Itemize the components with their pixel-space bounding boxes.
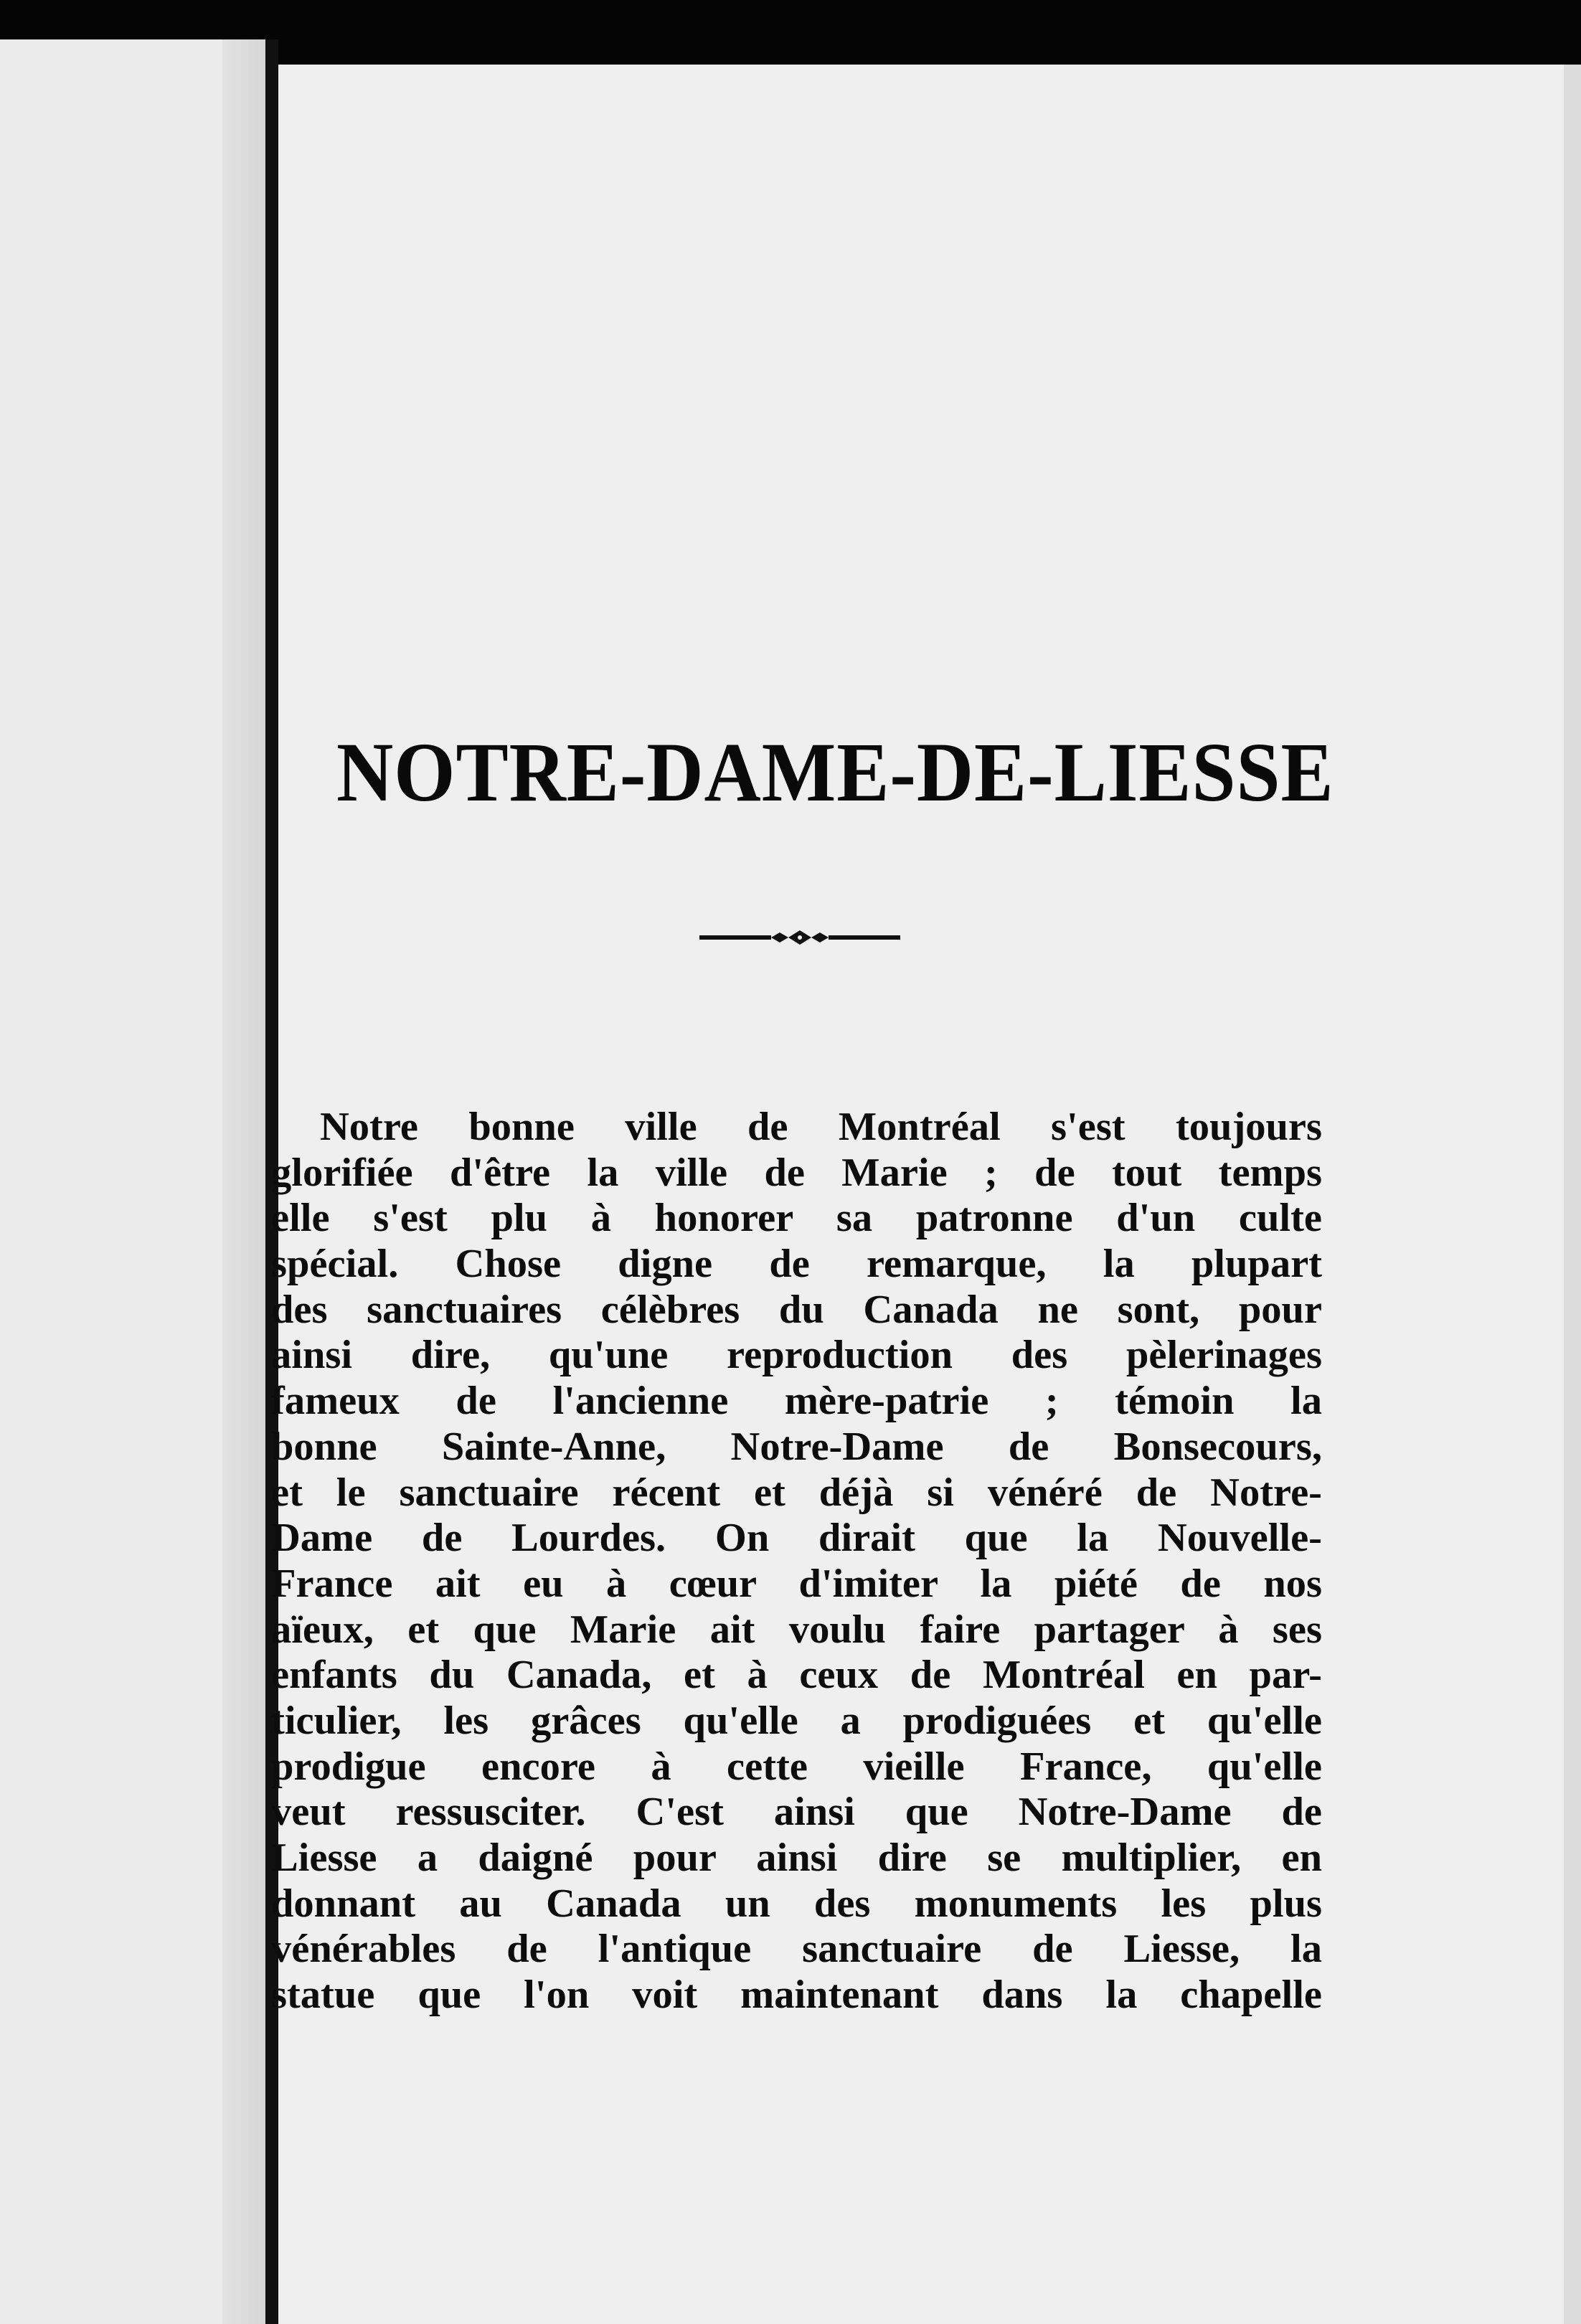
paragraph-line: ainsi dire, qu'une reproduction des pèlerinages xyxy=(271,1333,1322,1378)
paragraph-line: donnant au Canada un des monuments les plus xyxy=(271,1881,1322,1926)
paragraph-line: des sanctuaires célèbres du Canada ne sont, pour xyxy=(271,1287,1322,1332)
paragraph-line: prodigue encore à cette vieille France, qu'elle xyxy=(271,1744,1322,1789)
paragraph-line: glorifiée d'être la ville de Marie ; de tout temps xyxy=(271,1150,1322,1195)
right-page-edge xyxy=(1564,65,1581,2324)
paragraph-line: elle s'est plu à honorer sa patronne d'un culte xyxy=(271,1196,1322,1241)
paragraph-line: spécial. Chose digne de remarque, la plupart xyxy=(271,1242,1322,1287)
paragraph-line: ticulier, les grâces qu'elle a prodiguées et qu'elle xyxy=(271,1698,1322,1743)
paragraph-line: bonne Sainte-Anne, Notre-Dame de Bonsecours, xyxy=(271,1424,1322,1469)
paragraph-line: Dame de Lourdes. On dirait que la Nouvelle- xyxy=(271,1516,1322,1561)
paragraph-line: France ait eu à cœur d'imiter la piété de nos xyxy=(271,1561,1322,1606)
ornamental-rule-icon xyxy=(699,929,900,946)
paragraph-line: vénérables de l'antique sanctuaire de Liesse, la xyxy=(271,1927,1322,1972)
paragraph-line: enfants du Canada, et à ceux de Montréal en par- xyxy=(271,1653,1322,1698)
left-page-shadow xyxy=(222,39,265,2324)
paragraph-line: fameux de l'ancienne mère-patrie ; témoin la xyxy=(271,1379,1322,1424)
paragraph-line: veut ressusciter. C'est ainsi que Notre-Dame de xyxy=(271,1790,1322,1835)
paragraph-line: Notre bonne ville de Montréal s'est toujours xyxy=(320,1105,1322,1149)
paragraph-line: et le sanctuaire récent et déjà si vénéré de Notre- xyxy=(271,1470,1322,1515)
paragraph-line: aïeux, et que Marie ait voulu faire partager à ses xyxy=(271,1607,1322,1652)
paragraph-line: statue que l'on voit maintenant dans la chapelle xyxy=(271,1973,1322,2018)
body-paragraph xyxy=(271,1105,1322,2018)
page-title: NOTRE-DAME-DE-LIESSE xyxy=(336,725,1334,820)
paragraph-line: Liesse a daigné pour ainsi dire se multiplier, en xyxy=(271,1836,1322,1880)
